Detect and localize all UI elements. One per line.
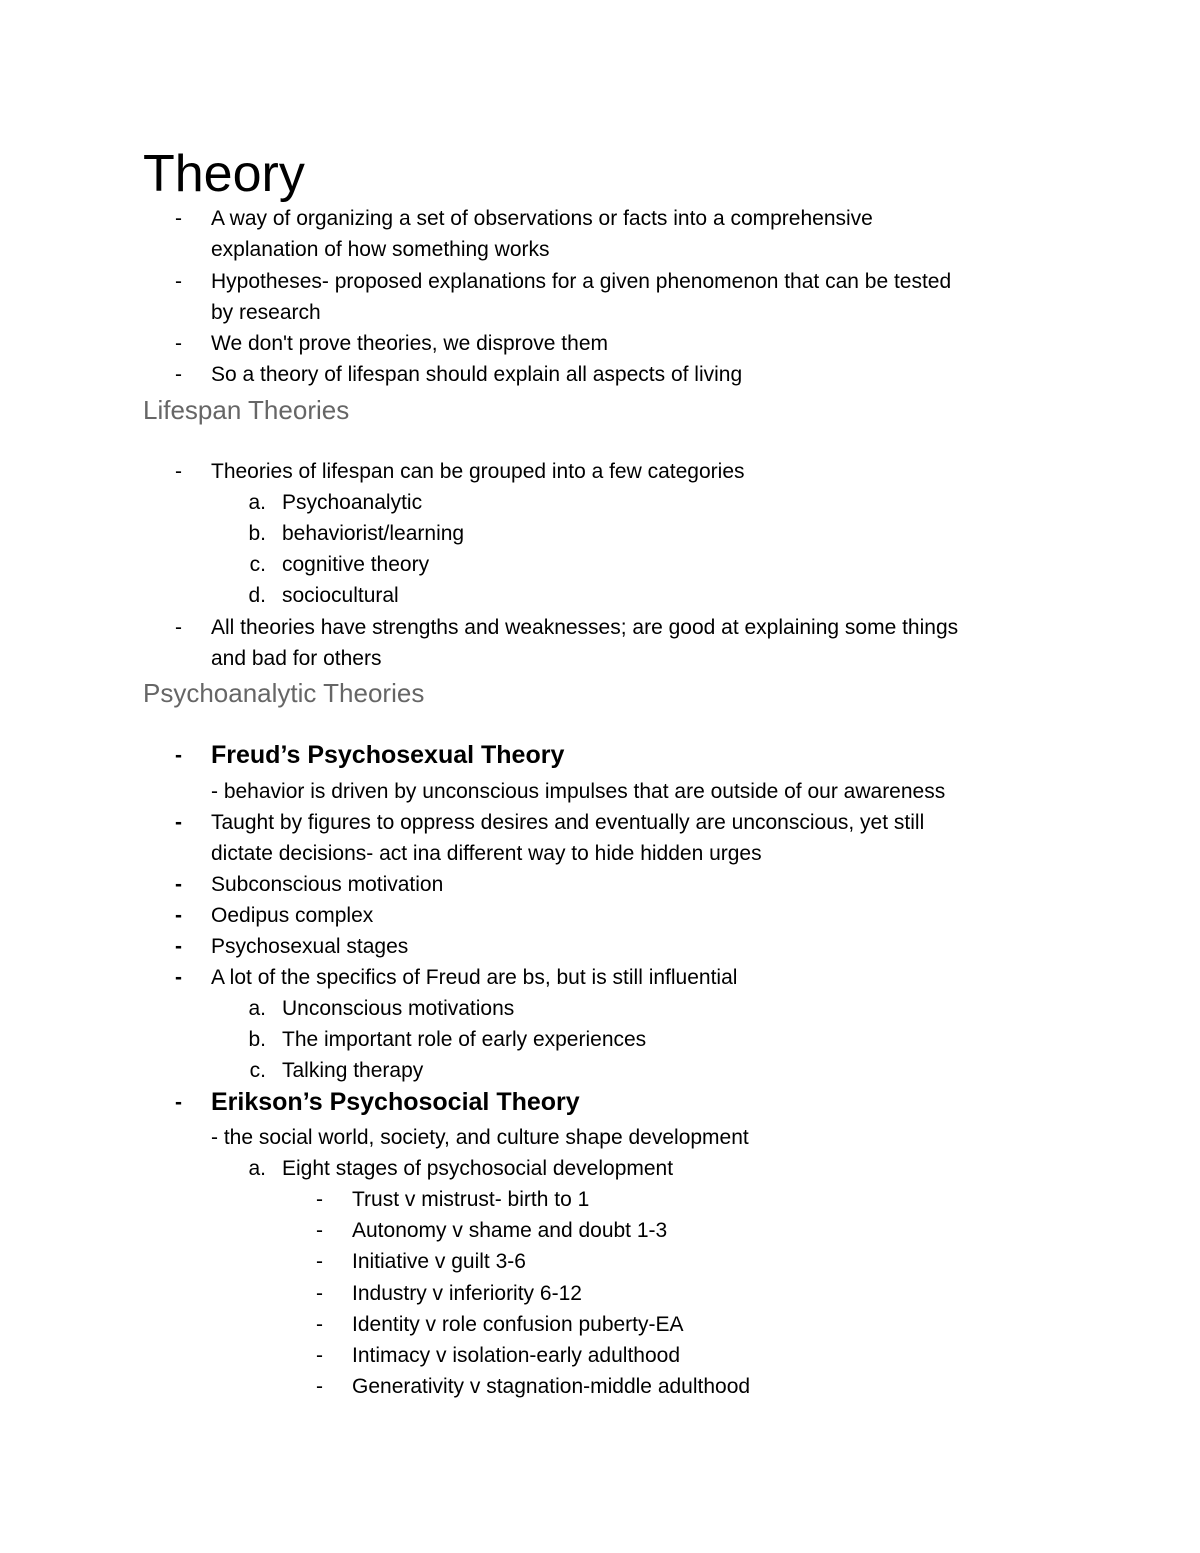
bullet-marker: -	[175, 1091, 182, 1114]
section-heading-psychoanalytic: Psychoanalytic Theories	[143, 678, 425, 708]
list-item-text: Identity v role confusion puberty-EA	[352, 1313, 684, 1336]
list-item-text: Taught by figures to oppress desires and eventually are unconscious, yet still	[211, 811, 925, 834]
list-item-text: The important role of early experiences	[282, 1028, 647, 1051]
bullet-marker: -	[316, 1313, 323, 1336]
bullet-marker: -	[175, 332, 182, 355]
bullet-marker: -	[175, 460, 182, 483]
list-marker: c.	[249, 553, 266, 576]
list-marker: a.	[248, 491, 266, 514]
bullet-marker: -	[175, 811, 182, 834]
page-title: Theory	[143, 145, 305, 203]
bullet-marker: -	[175, 935, 182, 958]
subsection-description: - behavior is driven by unconscious impulses that are outside of our awareness	[211, 780, 946, 803]
bullet-marker: -	[316, 1188, 323, 1211]
list-item-continuation: by research	[211, 301, 321, 324]
list-marker: d.	[248, 584, 266, 607]
list-item-text: Oedipus complex	[211, 904, 374, 927]
list-marker: b.	[248, 522, 266, 545]
list-item-text: Eight stages of psychosocial development	[282, 1157, 674, 1180]
list-item-text: cognitive theory	[282, 553, 430, 576]
bullet-marker: -	[316, 1282, 323, 1305]
list-item-text: Unconscious motivations	[282, 997, 515, 1020]
bullet-marker: -	[316, 1219, 323, 1242]
bullet-marker: -	[175, 904, 182, 927]
subsection-title-erikson: Erikson’s Psychosocial Theory	[211, 1088, 580, 1116]
list-item-text: A lot of the specifics of Freud are bs, but is still influential	[211, 966, 738, 989]
bullet-marker: -	[316, 1250, 323, 1273]
bullet-marker: -	[175, 270, 182, 293]
bullet-marker: -	[175, 873, 182, 896]
bullet-marker: -	[175, 207, 182, 230]
list-item-continuation: and bad for others	[211, 647, 382, 670]
bullet-marker: -	[175, 966, 182, 989]
list-item-text: Theories of lifespan can be grouped into a few categories	[211, 460, 745, 483]
list-marker: b.	[248, 1028, 266, 1051]
bullet-marker: -	[175, 363, 182, 386]
list-item-text: All theories have strengths and weaknesses; are good at explaining some things	[211, 616, 959, 639]
bullet-marker: -	[175, 616, 182, 639]
list-item-text: Trust v mistrust- birth to 1	[352, 1188, 590, 1211]
list-item-text: sociocultural	[282, 584, 399, 607]
list-item-text: behaviorist/learning	[282, 522, 465, 545]
bullet-marker: -	[316, 1344, 323, 1367]
subsection-title-freud: Freud’s Psychosexual Theory	[211, 741, 565, 769]
list-item-text: Initiative v guilt 3-6	[352, 1250, 526, 1273]
list-item-text: Industry v inferiority 6-12	[352, 1282, 582, 1305]
list-marker: a.	[248, 997, 266, 1020]
list-item-text: So a theory of lifespan should explain all aspects of living	[211, 363, 743, 386]
subsection-description: - the social world, society, and culture shape development	[211, 1126, 749, 1149]
list-item-text: We don't prove theories, we disprove them	[211, 332, 608, 355]
list-item-text: A way of organizing a set of observations or facts into a comprehensive	[211, 207, 873, 230]
list-item-continuation: explanation of how something works	[211, 238, 550, 261]
bullet-marker: -	[175, 744, 182, 767]
list-marker: c.	[249, 1059, 266, 1082]
list-item-continuation: dictate decisions- act ina different way to hide hidden urges	[211, 842, 762, 865]
section-heading-lifespan: Lifespan Theories	[143, 395, 350, 425]
list-marker: a.	[248, 1157, 266, 1180]
list-item-text: Psychosexual stages	[211, 935, 409, 958]
list-item-text: Autonomy v shame and doubt 1-3	[352, 1219, 668, 1242]
list-item-text: Psychoanalytic	[282, 491, 423, 514]
list-item-text: Intimacy v isolation-early adulthood	[352, 1344, 681, 1367]
bullet-marker: -	[316, 1375, 323, 1398]
list-item-text: Generativity v stagnation-middle adulthood	[352, 1375, 751, 1398]
list-item-text: Subconscious motivation	[211, 873, 444, 896]
list-item-text: Hypotheses- proposed explanations for a given phenomenon that can be tested	[211, 270, 952, 293]
list-item-text: Talking therapy	[282, 1059, 424, 1082]
